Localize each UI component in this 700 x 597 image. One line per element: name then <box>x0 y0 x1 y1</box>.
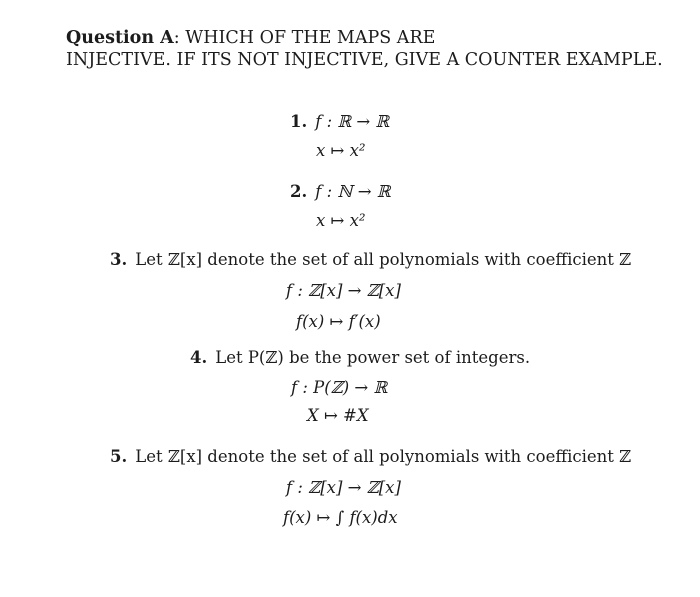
item-4-map: f : P(ℤ) → ℝ <box>291 378 388 397</box>
item-2-rule: x ↦ x² <box>316 211 366 230</box>
item-1-rule: x ↦ x² <box>316 141 366 160</box>
item-3-number: 3. <box>110 250 128 269</box>
item-4-rule: X ↦ #X <box>307 406 369 425</box>
item-4-intro <box>190 348 530 367</box>
item-5-intro <box>110 447 631 466</box>
question-heading <box>66 28 435 48</box>
item-4-intro-text: Let P(ℤ) be the power set of integers. <box>215 348 531 367</box>
item-5-rule: f(x) ↦ ∫ f(x)dx <box>283 508 398 527</box>
item-5-map: f : ℤ[x] → ℤ[x] <box>286 478 401 497</box>
item-3-map: f : ℤ[x] → ℤ[x] <box>286 281 401 300</box>
question-text-line2: INJECTIVE. IF ITS NOT INJECTIVE, GIVE A COUNTER EXAMPLE. <box>66 50 663 70</box>
item-3-rule: f(x) ↦ f′(x) <box>296 312 381 331</box>
question-label: Question A <box>66 28 174 48</box>
item-1-map <box>290 112 389 131</box>
item-5-number: 5. <box>110 447 128 466</box>
item-3-intro-text: Let ℤ[x] denote the set of all polynomials with coefficient ℤ <box>135 250 632 269</box>
item-2-map-text: f : ℕ → ℝ <box>315 182 391 201</box>
item-3-intro <box>110 250 631 269</box>
question-text-line1: : WHICH OF THE MAPS ARE <box>173 28 436 48</box>
item-1-map-text: f : ℝ → ℝ <box>315 112 390 131</box>
item-4-number: 4. <box>190 348 208 367</box>
item-5-intro-text: Let ℤ[x] denote the set of all polynomials with coefficient ℤ <box>135 447 632 466</box>
item-2-number: 2. <box>290 182 308 201</box>
item-2-map <box>290 182 391 201</box>
item-1-number: 1. <box>290 112 308 131</box>
